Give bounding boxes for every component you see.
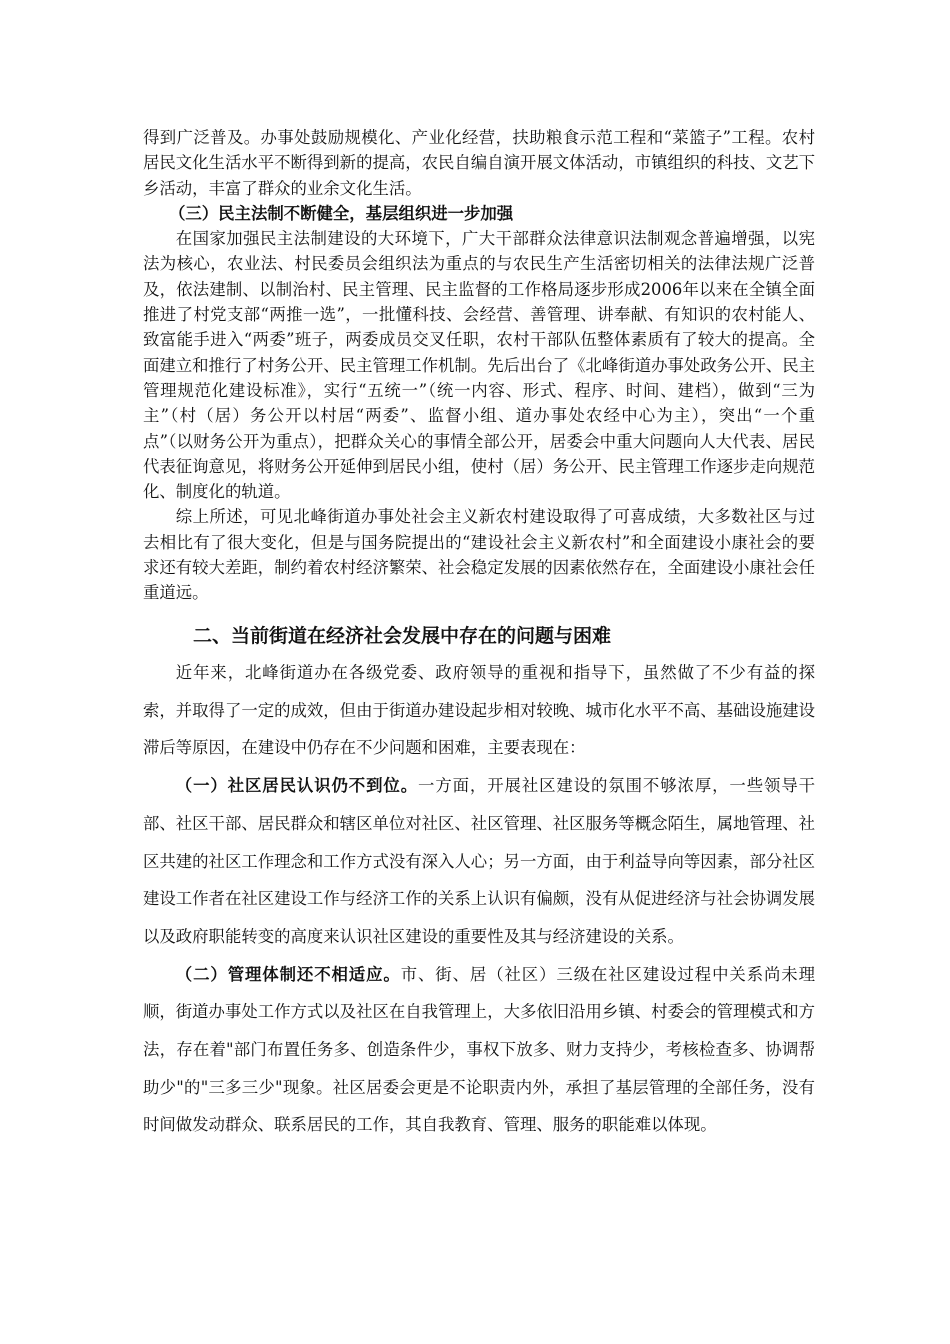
paragraph-awareness [143, 767, 815, 956]
body-management: 市、街、居（社区）三级在社区建设过程中关系尚未理顺，街道办事处工作方式以及社区在自我管理上，大多依旧沿用乡镇、村委会的管理模式和方法，存在着"部门布置任务多、创造条件少，事权下放多、财力支持少，考核检查多、协调帮助少"的"三多三少"现象。社区居委会更是不论职责内外，承担了基层管理的全部任务，没有时间做发动群众、联系居民的工作，其自我教育、管理、服务的职能难以体现。 [143, 964, 816, 1135]
paragraph-democracy: 在国家加强民主法制建设的大环境下，广大干部群众法律意识法制观念普遍增强，以宪法为核心，农业法、村民委员会组织法为重点的与农民生产生活密切相关的法律法规广泛普及，依法建制、以制治村、民主管理、民主监督的工作格局逐步形成2006年以来在全镇全面推进了村党支部“两推一选”，一批懂科技、会经营、善管理、讲奉献、有知识的农村能人、致富能手进入“两委”班子，两委成员交叉任职，农村干部队伍整体素质有了较大的提高。全面建立和推行了村务公开、民主管理工作机制。先后出台了《北峰街道办事处政务公开、民主管理规范化建设标准》，实行“五统一”（统一内容、形式、程序、时间、建档），做到“三为主”（村（居）务公开以村居“两委”、监督小组、道办事处农经中心为主），突出“一个重点”（以财务公开为重点），把群众关心的事情全部公开，居委会中重大问题向人大代表、居民代表征询意见，将财务公开延伸到居民小组，使村（居）务公开、民主管理工作逐步走向规范化、制度化的轨道。 [143, 229, 816, 502]
paragraph-management [143, 956, 815, 1145]
section-lower [143, 654, 815, 1144]
body-awareness: 一方面，开展社区建设的氛围不够浓厚，一些领导干部、社区干部、居民群众和辖区单位对社区、社区管理、社区服务等概念陌生，属地管理、社区共建的社区工作理念和工作方式没有深入人心；另一方面，由于利益导向等因素，部分社区建设工作者在社区建设工作与经济工作的关系上认识有偏颇，没有从促进经济与社会协调发展以及政府职能转变的高度来认识社区建设的重要性及其与经济建设的关系。 [143, 776, 816, 946]
section-heading-2: 二、当前街道在经济社会发展中存在的问题与困难 [193, 625, 612, 647]
paragraph-summary: 综上所述，可见北峰街道办事处社会主义新农村建设取得了可喜成绩，大多数社区与过去相比有了很大变化，但是与国务院提出的“建设社会主义新农村”和全面建设小康社会的要求还有较大差距，制约着农村经济繁荣、社会稳定发展的因素依然存在，全面建设小康社会任重道远。 [143, 507, 816, 603]
paragraph-continued: 得到广泛普及。办事处鼓励规模化、产业化经营，扶助粮食示范工程和“菜篮子”工程。农村居民文化生活水平不断得到新的提高，农民自编自演开展文体活动，市镇组织的科技、文艺下乡活动，丰富了群众的业余文化生活。 [143, 128, 816, 198]
subheading-3: （三）民主法制不断健全，基层组织进一步加强 [169, 203, 514, 223]
lead-management: （二）管理体制还不相适应。 [175, 964, 401, 984]
section-upper [143, 125, 815, 606]
section-heading-wrap [143, 619, 815, 653]
lead-awareness: （一）社区居民认识仍不到位。 [175, 776, 419, 796]
paragraph-intro: 近年来，北峰街道办在各级党委、政府领导的重视和指导下，虽然做了不少有益的探索，并取得了一定的成效，但由于街道办建设起步相对较晚、城市化水平不高、基础设施建设滞后等原因，在建设中仍存在不少问题和困难，主要表现在： [143, 663, 816, 758]
